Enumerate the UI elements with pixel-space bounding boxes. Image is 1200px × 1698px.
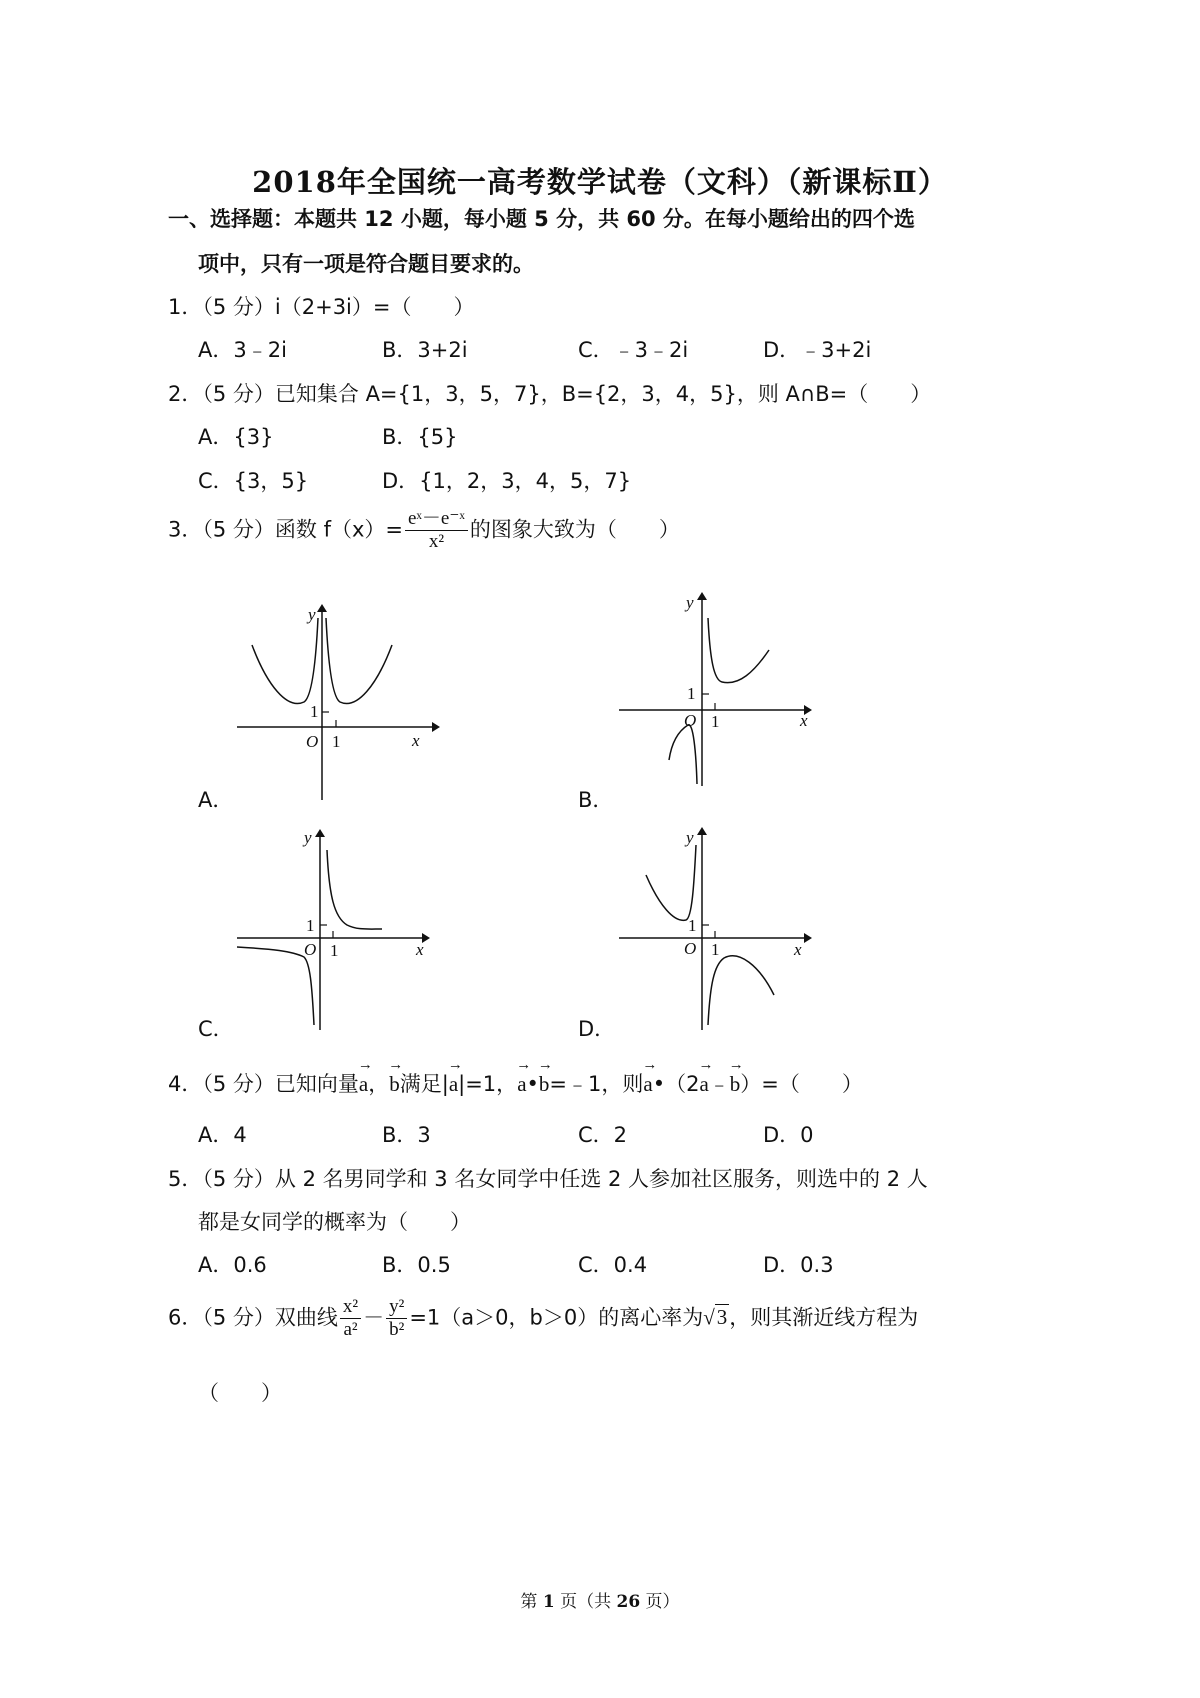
vector-a: → a xyxy=(359,1072,368,1097)
footer-page-number: 1 xyxy=(542,1592,555,1612)
q3-graph-a xyxy=(232,600,442,800)
graph-c-x-tick: 1 xyxy=(330,941,339,960)
q1-option-b: B．3+2i xyxy=(382,338,468,362)
q2-option-b: B．{5} xyxy=(382,425,458,449)
q6-minus: － xyxy=(363,1305,385,1330)
q4-text-7: ﹣ xyxy=(708,1072,730,1096)
vector-a: → a xyxy=(449,1072,458,1097)
q4-text-1: ， xyxy=(368,1072,390,1096)
q4-text-6: •（2 xyxy=(652,1072,700,1096)
vector-b: → b xyxy=(730,1072,741,1097)
q3-option-a-label: A． xyxy=(198,788,234,812)
graph-a-origin: O xyxy=(306,732,319,751)
q6-den-b: b² xyxy=(389,1318,405,1340)
graph-d-x-tick: 1 xyxy=(711,940,720,959)
graph-d-origin: O xyxy=(684,939,697,958)
q4-text-3: |=1， xyxy=(458,1072,518,1096)
graph-a-y-tick: 1 xyxy=(310,702,319,721)
question-6-stem xyxy=(168,1296,918,1341)
graph-b-x-label: x xyxy=(800,711,808,730)
question-3-stem xyxy=(168,508,680,553)
graph-b-x-tick: 1 xyxy=(711,712,720,731)
question-4-stem xyxy=(168,1068,863,1098)
q4-prefix: 4．（5 分）已知向量 xyxy=(168,1072,359,1096)
q1-option-d: D．﹣3+2i xyxy=(763,338,872,362)
q1-option-c: C．﹣3﹣2i xyxy=(578,338,689,362)
q3-option-d-label: D． xyxy=(578,1017,616,1041)
q3-option-c-label: C． xyxy=(198,1017,234,1041)
q4-option-d: D．0 xyxy=(763,1123,814,1147)
q4-text-5: =﹣1，则 xyxy=(549,1072,644,1096)
q3-graph-d xyxy=(614,825,824,1035)
q4-option-b: B．3 xyxy=(382,1123,431,1147)
q5-option-d: D．0.3 xyxy=(763,1253,834,1277)
q3-denominator: x² xyxy=(428,530,445,552)
q3-numerator: eˣ－e⁻ˣ xyxy=(405,508,468,531)
vector-a: → a xyxy=(699,1072,708,1097)
graph-a-y-label: y xyxy=(308,605,316,624)
q4-suffix: ）=（ ） xyxy=(740,1072,863,1096)
footer-pre: 第 xyxy=(520,1592,543,1612)
q6-num-y: y² xyxy=(386,1296,407,1319)
graph-b-origin: O xyxy=(684,711,697,730)
graph-c-y-label: y xyxy=(304,828,312,847)
graph-c-origin: O xyxy=(304,940,317,959)
q6-den-a: a² xyxy=(343,1318,358,1340)
page-title: 2018年全国统一高考数学试卷（文科）（新课标Ⅱ） xyxy=(252,165,948,199)
graph-d-x-label: x xyxy=(794,940,802,959)
q2-option-a: A．{3} xyxy=(198,425,274,449)
footer-total-pages: 26 xyxy=(616,1592,641,1612)
q6-prefix: 6．（5 分）双曲线 xyxy=(168,1305,338,1330)
graph-b-y-label: y xyxy=(686,593,694,612)
graph-d-y-tick: 1 xyxy=(688,916,697,935)
footer-post: 页） xyxy=(640,1592,680,1612)
q6-mid: =1（a＞0，b＞0）的离心率为 xyxy=(409,1305,704,1330)
section-heading-line2: 项中，只有一项是符合题目要求的。 xyxy=(198,252,534,276)
question-6-line2: （ ） xyxy=(198,1381,282,1405)
question-2-stem: 2．（5 分）已知集合 A={1，3，5，7}，B={2，3，4，5}，则 A∩B=（ ） xyxy=(168,382,932,406)
graph-a-x-tick: 1 xyxy=(332,732,341,751)
q6-sqrt xyxy=(703,1304,729,1329)
q2-option-d: D．{1，2，3，4，5，7} xyxy=(382,469,632,493)
q1-option-a: A．3﹣2i xyxy=(198,338,287,362)
q3-suffix: 的图象大致为（ ） xyxy=(469,517,680,542)
q5-option-a: A．0.6 xyxy=(198,1253,267,1277)
vector-b: → b xyxy=(389,1072,400,1097)
q6-suffix: ，则其渐近线方程为 xyxy=(729,1305,919,1330)
question-5-line2: 都是女同学的概率为（ ） xyxy=(198,1210,471,1234)
q6-fraction-x xyxy=(340,1296,361,1341)
q5-option-c: C．0.4 xyxy=(578,1253,648,1277)
graph-c-x-label: x xyxy=(416,940,424,959)
sqrt-symbol: √ xyxy=(703,1305,715,1330)
section-heading-line1: 一、选择题：本题共 12 小题，每小题 5 分，共 60 分。在每小题给出的四个选 xyxy=(168,207,915,231)
vector-b: → b xyxy=(539,1072,550,1097)
q3-graph-b xyxy=(614,590,824,790)
graph-a-x-label: x xyxy=(412,731,420,750)
q4-text-4: • xyxy=(526,1072,539,1096)
q3-graph-c xyxy=(232,825,442,1035)
q3-fraction xyxy=(405,508,468,553)
vector-a: → a xyxy=(643,1072,652,1097)
footer-mid: 页（共 xyxy=(554,1592,617,1612)
question-1-stem: 1．（5 分）i（2+3i）=（ ） xyxy=(168,295,475,319)
question-5-line1: 5．（5 分）从 2 名男同学和 3 名女同学中任选 2 人参加社区服务，则选中的 2 人 xyxy=(168,1167,928,1191)
graph-b-y-tick: 1 xyxy=(687,684,696,703)
q6-num-x: x² xyxy=(340,1296,361,1319)
graph-d-y-label: y xyxy=(686,828,694,847)
q3-option-b-label: B． xyxy=(578,788,614,812)
graph-c-y-tick: 1 xyxy=(306,916,315,935)
page-footer xyxy=(0,1587,1200,1612)
vector-a: → a xyxy=(517,1072,526,1097)
q6-fraction-y xyxy=(386,1296,407,1341)
q4-option-a: A．4 xyxy=(198,1123,247,1147)
q4-text-2: 满足| xyxy=(399,1072,449,1096)
q3-prefix: 3．（5 分）函数 f（x）= xyxy=(168,517,403,542)
q5-option-b: B．0.5 xyxy=(382,1253,451,1277)
q4-option-c: C．2 xyxy=(578,1123,628,1147)
q2-option-c: C．{3，5} xyxy=(198,469,309,493)
sqrt-radicand: 3 xyxy=(716,1305,728,1330)
